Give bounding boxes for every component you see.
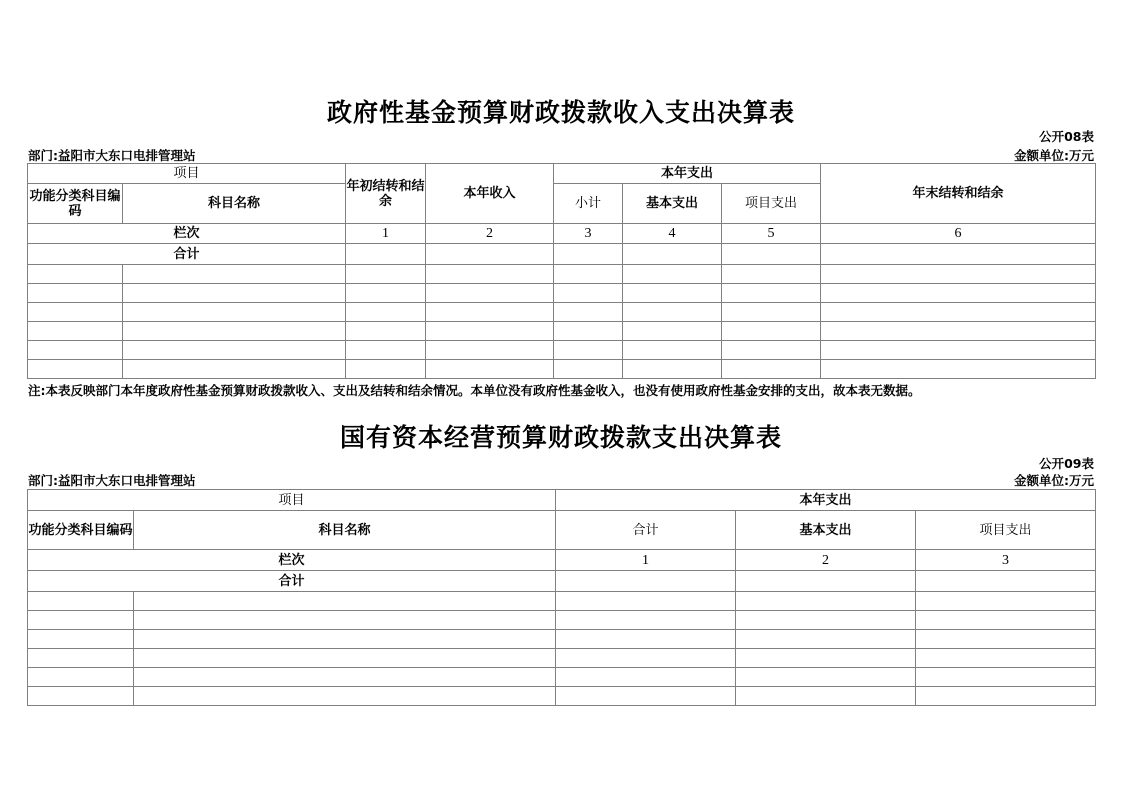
header-func-code: 功能分类科目编码: [28, 184, 123, 224]
header-project-expense: 项目支出: [916, 511, 1096, 550]
column-row-label: 栏次: [28, 224, 346, 244]
table-row: [28, 341, 1096, 360]
header-subject-name: 科目名称: [134, 511, 556, 550]
column-number: 3: [916, 550, 1096, 571]
table-row: [28, 284, 1096, 303]
table09-department: 部门:益阳市大东口电排管理站: [28, 473, 196, 488]
total-row-label: 合计: [28, 244, 346, 265]
header-basic-expense: 基本支出: [736, 511, 916, 550]
table-row: [28, 687, 1096, 706]
total-row-label: 合计: [28, 571, 556, 592]
table09-unit: 金额单位:万元: [1014, 473, 1094, 488]
header-project-expense: 项目支出: [722, 184, 821, 224]
header-subtotal: 小计: [554, 184, 623, 224]
table-cell: [556, 571, 736, 592]
table-cell: [821, 244, 1096, 265]
table09-title: 国有资本经营预算财政拨款支出决算表: [339, 423, 782, 452]
table-cell: [736, 571, 916, 592]
header-subject-name: 科目名称: [123, 184, 346, 224]
header-project: 项目: [28, 164, 346, 184]
table-row: [28, 360, 1096, 379]
table-row: [28, 611, 1096, 630]
table-row: [28, 668, 1096, 687]
table-row: [28, 322, 1096, 341]
table-row: [28, 265, 1096, 284]
table-row: [28, 649, 1096, 668]
table-cell: [346, 244, 426, 265]
table-row: [28, 303, 1096, 322]
column-number: 4: [623, 224, 722, 244]
table08-department: 部门:益阳市大东口电排管理站: [28, 148, 196, 163]
table-cell: [426, 244, 554, 265]
header-expense: 本年支出: [554, 164, 821, 184]
table08-title: 政府性基金预算财政拨款收入支出决算表: [326, 98, 795, 127]
table08-form-no: 公开08表: [1039, 129, 1094, 144]
column-number: 1: [346, 224, 426, 244]
header-opening-balance: 年初结转和结余: [346, 164, 426, 224]
table-cell: [554, 244, 623, 265]
table-cell: [722, 244, 821, 265]
table08-note: 注:本表反映部门本年度政府性基金预算财政拨款收入、支出及结转和结余情况。本单位没有政府性基金收入，也没有使用政府性基金安排的支出，故本表无数据。: [28, 383, 921, 398]
column-number: 2: [736, 550, 916, 571]
table08-unit: 金额单位:万元: [1014, 148, 1094, 163]
table-row: [28, 630, 1096, 649]
header-basic-expense: 基本支出: [623, 184, 722, 224]
header-income: 本年收入: [426, 164, 554, 224]
column-number: 5: [722, 224, 821, 244]
table09: [27, 489, 1096, 706]
header-expense: 本年支出: [556, 490, 1096, 511]
column-row-label: 栏次: [28, 550, 556, 571]
column-number: 3: [554, 224, 623, 244]
table08: [27, 163, 1096, 379]
column-number: 6: [821, 224, 1096, 244]
table09-form-no: 公开09表: [1039, 456, 1094, 471]
header-project: 项目: [28, 490, 556, 511]
column-number: 2: [426, 224, 554, 244]
header-func-code: 功能分类科目编码: [28, 511, 134, 550]
table-cell: [623, 244, 722, 265]
header-closing-balance: 年末结转和结余: [821, 164, 1096, 224]
column-number: 1: [556, 550, 736, 571]
header-total: 合计: [556, 511, 736, 550]
table-cell: [916, 571, 1096, 592]
table-row: [28, 592, 1096, 611]
